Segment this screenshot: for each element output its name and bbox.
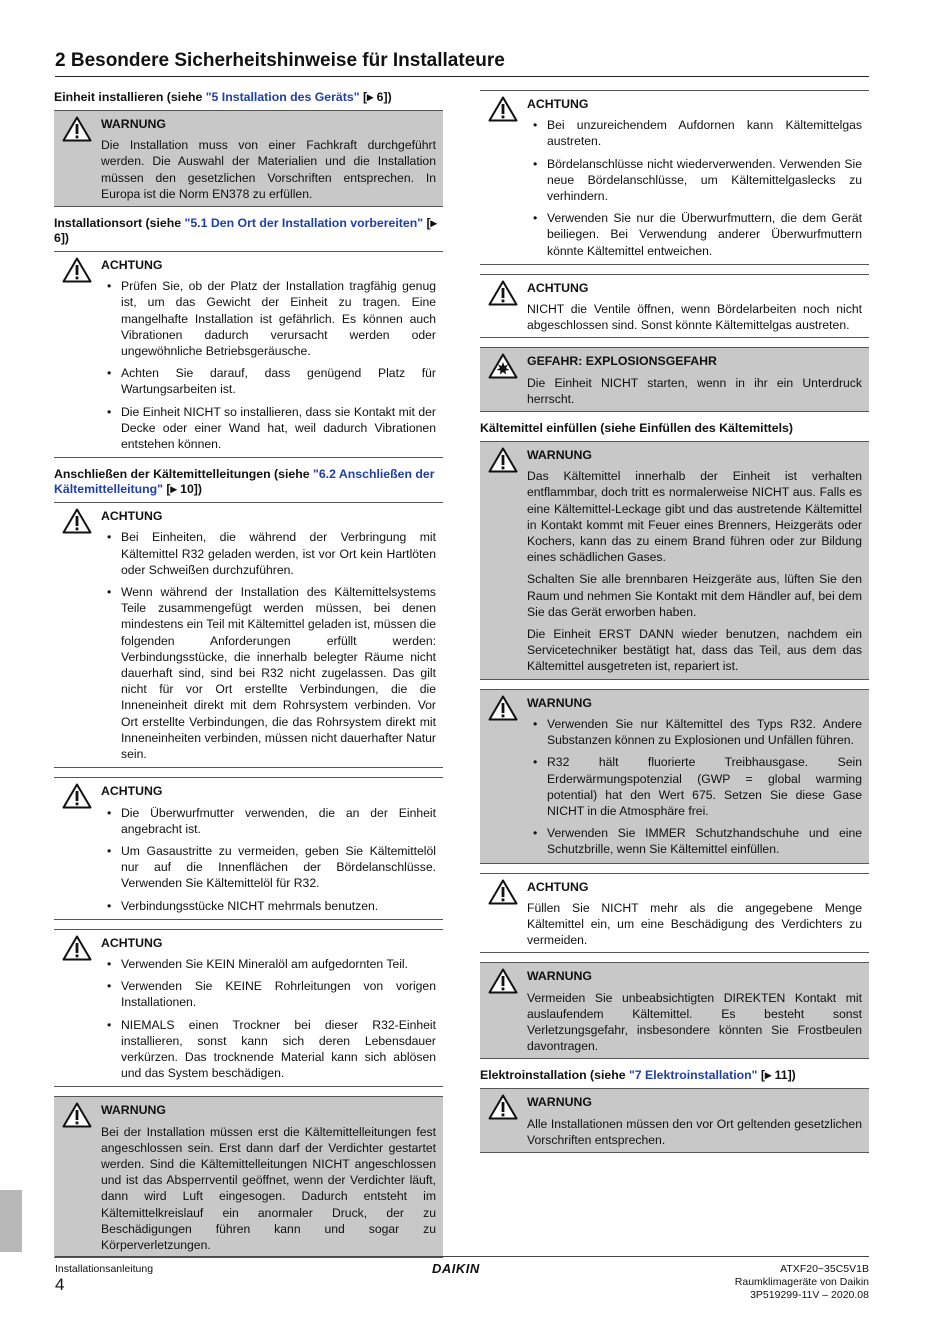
caution-box [54,502,443,768]
list-item: • Um Gasaustritte zu vermeiden, geben Sie Kältemittelöl nur auf die Innenflächen der Bördelanschlüsse. Verwenden Sie Kältemittelöl für R32. [121,843,436,892]
list-item: • Die Einheit NICHT so installieren, dass sie Kontakt mit der Decke oder einer Wand hat, weil dadurch Vibrationen entstehen können. [121,404,436,453]
footer-page-number: 4 [55,1275,65,1294]
box-title: ACHTUNG [101,784,163,799]
box-title: WARNUNG [527,1095,592,1110]
warning-box [480,962,869,1059]
danger-box [480,347,869,412]
caution-box [480,90,869,265]
warning-triangle-icon [488,695,518,721]
box-title: WARNUNG [527,969,592,984]
page-title: 2 Besondere Sicherheitshinweise für Installateure [55,50,869,77]
footer-doc-type: Installationsanleitung [55,1263,154,1275]
list-item: • Prüfen Sie, ob der Platz der Installation tragfähig genug ist, um das Gewicht der Einheit zu tragen. Eine mangelhafte Installation ist gefährlich. Es können auch Vibrationen dadurch verursacht werden oder ungewöhnliche Betriebsgeräusche. [121,278,436,359]
box-text: Die Einheit NICHT starten, wenn in ihr ein Unterdruck herrscht. [527,375,862,406]
box-title: ACHTUNG [527,280,589,295]
link-refrigerant-piping[interactable]: "6.2 Anschließen der Kältemittelleitung" [54,467,435,497]
list-item: • Verwenden Sie nur die Überwurfmuttern, die dem Gerät beiliegen. Bei Verwendung anderer Überwurfmuttern könnte Kältemittel entweichen. [547,210,862,259]
warning-triangle-icon [488,96,518,122]
warning-triangle-icon [62,783,92,809]
warning-triangle-icon [488,879,518,905]
link-location[interactable]: "5.1 Den Ort der Installation vorbereiten" [184,216,424,231]
box-title: ACHTUNG [101,258,163,273]
warning-triangle-icon [488,968,518,994]
list-item: • Die Überwurfmutter verwenden, die an der Einheit angebracht ist. [121,805,436,837]
list-item: • Verbindungsstücke NICHT mehrmals benutzen. [121,898,436,914]
box-title: ACHTUNG [101,509,163,524]
section-heading-electrical: Elektroinstallation (siehe "7 Elektroinstallation" [▸ 11]) [480,1068,796,1083]
list-item: • Bei Einheiten, die während der Verbringung mit Kältemittel R32 geladen werden, ist vor Ort kein Hartlöten oder Schweißen durchzuführen. [121,529,436,578]
caution-box [54,929,443,1088]
box-text: Bei der Installation müssen erst die Kältemittelleitungen fest angeschlossen sein. Erst dann darf der Verdichter gestartet werden. Sind die Kältemittelleitungen NICHT angeschlossen und ist das Absperrventil geöffnet, wenn der Verdichter läuft, dann wird Luft eingesogen. Dadurch entsteht im Kältemittelkreislauf ein anormaler Druck, der zu Beschädigungen führen kann und sogar zu Körperverletzungen. [101,1124,436,1252]
warning-box [54,1096,443,1258]
link-electrical[interactable]: "7 Elektroinstallation" [628,1068,758,1083]
warning-triangle-icon [488,280,518,306]
box-title: GEFAHR: EXPLOSIONSGEFAHR [527,354,717,369]
section-heading-charging: Kältemittel einfüllen (siehe Einfüllen des Kältemittels) [480,421,793,436]
chapter-side-tab [0,1190,22,1252]
warning-triangle-icon [62,116,92,142]
list-item: • Achten Sie darauf, dass genügend Platz für Wartungsarbeiten ist. [121,365,436,397]
link-installation[interactable]: "5 Installation des Geräts" [205,90,360,104]
box-text: Alle Installationen müssen den vor Ort geltenden gesetzlichen Vorschriften entsprechen. [527,1116,862,1147]
list-item: • Bei unzureichendem Aufdornen kann Kältemittelgas austreten. [547,117,862,149]
box-title: ACHTUNG [527,97,589,111]
box-title: WARNUNG [527,695,592,710]
list-item: • Wenn während der Installation des Kältemittelsystems Teile zusammengefügt werden müssen, bei denen mindestens ein Teil mit Kältemittel geladen ist, müssen die folgenden Anforderungen erfüllt werden: Verbindungsstücke, die innerhalb belegter Räume nicht dauerhaft sind, sind bei R32 nicht zugelassen. Das gilt nicht für vor Ort erstellte Verbindungen, die die Inneneinheit direkt mit dem Rohrsystem verbinden. Vor Ort erstellte Verbindungen, die das Rohrsystem direkt mit Inneneinheiten verbinden, müssen nicht dauerhafter Natur sein. [121,584,436,762]
section-heading-install-unit: Einheit installieren (siehe "5 Installation des Geräts" [▸ 6]) [54,90,392,104]
warning-triangle-icon [62,257,92,283]
box-title: ACHTUNG [527,879,589,894]
box-title: WARNUNG [527,448,592,463]
box-text: Die Einheit ERST DANN wieder benutzen, nachdem ein Servicetechniker bestätigt hat, dass das Teil, aus dem das Kältemittel ausgetreten ist, repariert ist. [527,627,862,674]
list-item: • Verwenden Sie nur Kältemittel des Typs R32. Andere Substanzen können zu Explosionen und Unfällen führen. [547,716,862,748]
right-column [480,90,869,1162]
warning-triangle-icon [62,935,92,961]
section-heading-refrigerant-piping: Anschließen der Kältemittelleitungen (siehe "6.2 Anschließen der Kältemittelleitung" [▸ 10]) [54,467,435,497]
list-item: • Bördelanschlüsse nicht wiederverwenden. Verwenden Sie neue Bördelanschlüsse, um Kältemittelgaslecks zu verhindern. [547,156,862,205]
list-item: • R32 hält fluorierte Treibhausgase. Sein Erderwärmungspotenzial (GWP = global warming potential) hat den Wert 675. Setzen Sie diese Gase NICHT in die Atmosphäre frei. [547,754,862,819]
footer-doc-code: 3P519299-11V – 2020.08 [750,1289,869,1301]
brand-logo: DAIKIN [432,1261,480,1276]
caution-box [480,274,869,339]
warning-box [480,689,869,864]
box-text: Die Installation muss von einer Fachkraft durchgeführt werden. Die Auswahl der Materialien und die Installation müssen den gesetzlichen Vorschriften entsprechen. In Europa ist die Norm EN378 zu erfüllen. [101,138,436,201]
box-text: Schalten Sie alle brennbaren Heizgeräte aus, lüften Sie den Raum und nehmen Sie Kontakt mit dem Händler auf, bei dem Sie das Gerät erworben haben. [527,572,862,619]
warning-triangle-icon [62,508,92,534]
caution-box [480,873,869,954]
warning-triangle-icon [488,1094,518,1120]
warning-box [480,441,869,680]
footer-product: Raumklimageräte von Daikin [734,1276,869,1288]
list-item: • Verwenden Sie IMMER Schutzhandschuhe und eine Schutzbrille, wenn Sie Kältemittel einfüllen. [547,825,862,857]
footer-model: ATXF20~35C5V1B [780,1263,869,1275]
box-title: ACHTUNG [101,935,163,950]
page-footer [55,1256,869,1301]
box-text: NICHT die Ventile öffnen, wenn Bördelarbeiten noch nicht abgeschlossen sind. Sonst könnte Kältemittelgas austreten. [527,302,862,333]
caution-box [54,251,443,458]
box-title: WARNUNG [101,1103,166,1118]
footer-doc-info [735,1263,869,1302]
list-item: • Verwenden Sie KEINE Rohrleitungen von vorigen Installationen. [121,978,436,1010]
section-heading-location: Installationsort (siehe "5.1 Den Ort der Installation vorbereiten" [▸ 6]) [54,216,437,246]
list-item: • NIEMALS einen Trockner bei dieser R32-Einheit installieren, sonst kann sich deren Lebensdauer verkürzen. Das trocknende Material kann sich ablösen und das System beschädigen. [121,1017,436,1082]
left-column [54,90,443,1267]
box-text: Vermeiden Sie unbeabsichtigten DIREKTEN Kontakt mit auslaufendem Kältemittel. Es besteht sonst Verletzungsgefahr, insbesondere könnten Sie Frostbeulen davontragen. [527,990,862,1054]
caution-box [54,777,443,919]
warning-triangle-icon [488,447,518,473]
box-title: WARNUNG [101,117,166,131]
warning-triangle-icon [62,1102,92,1128]
warning-box [480,1088,869,1153]
box-text: Füllen Sie NICHT mehr als die angegebene Menge Kältemittel ein, um eine Beschädigung des Verdichters zu vermeiden. [527,900,862,948]
box-text: Das Kältemittel innerhalb der Einheit ist verhalten entflammbar, doch tritt es normalerweise NICHT aus. Falls es eine Kältemittel-Leckage gibt und das austretende Kältemittel in Kontakt kommt mit Feuer eines Brenners, Heizgeräts oder Kochers, kann das zu einem Brand führen oder zur Bildung eines schädlichen Gases. [527,469,862,565]
explosion-hazard-icon [488,353,518,379]
warning-box [54,110,443,207]
list-item: • Verwenden Sie KEIN Mineralöl am aufgedornten Teil. [121,956,436,972]
